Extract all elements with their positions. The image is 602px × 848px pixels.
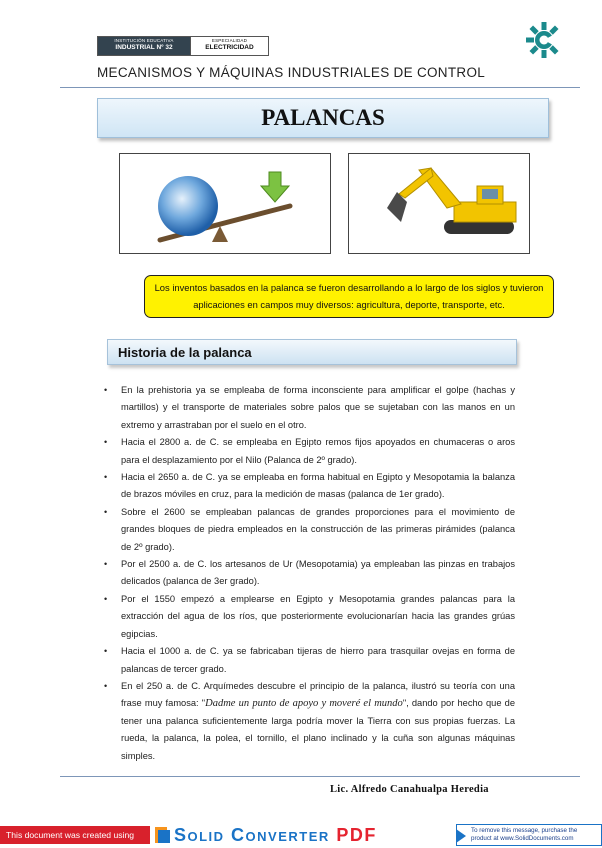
- bullet: •: [104, 506, 108, 517]
- header-divider: [60, 87, 580, 88]
- specialty-box: [190, 37, 268, 55]
- list-item: [101, 504, 515, 556]
- purchase-line-1: To remove this message, purchase the: [471, 827, 578, 834]
- bullet: •: [104, 437, 108, 448]
- converter-logo-icon: [153, 826, 171, 844]
- excavator-image: [348, 153, 530, 254]
- list-item-text: ", dando por hecho que de tener una palanca suficientemente larga podría mover la Tierra con sus propias fuerzas. La rueda, la palanca, la polea, el tornillo, el plano inclinado y la cuña son algunas máquinas simples.: [121, 698, 515, 761]
- bullet: •: [104, 593, 108, 604]
- bullet: •: [104, 559, 108, 570]
- institution-name: INDUSTRIAL Nº 32: [115, 44, 173, 51]
- section-header: [107, 339, 517, 365]
- bullet: •: [104, 385, 108, 395]
- list-item-text: Hacia el 2800 a. de C. se empleaba en Egipto remos fijos apoyados en chumaceras o aros para el desplazamiento por el Nilo (Palanca de 2º grado).: [121, 437, 515, 465]
- title-box: [97, 98, 549, 138]
- list-item: [101, 469, 515, 504]
- specialty-name: ELECTRICIDAD: [205, 44, 254, 51]
- list-item: [101, 643, 515, 678]
- converter-brand: [174, 825, 377, 846]
- section-title: Historia de la palanca: [118, 345, 252, 360]
- purchase-link[interactable]: [456, 824, 602, 846]
- brand-pdf: PDF: [336, 825, 377, 845]
- institution-label: INSTITUCIÓN EDUCATIVA: [114, 38, 174, 43]
- list-item-text: Hacia el 2650 a. de C. ya se empleaba en forma habitual en Egipto y Mesopotamia la balanza de brazos móviles en cruz, para la medición de masas (palanca de 1er grado).: [121, 472, 515, 500]
- institution-box: [98, 37, 190, 55]
- author-name: Lic. Alfredo Canahualpa Heredia: [330, 784, 489, 795]
- intro-callout: Los inventos basados en la palanca se fueron desarrollando a lo largo de los siglos y tuvieron aplicaciones en campos muy diversos: agricultura, deporte, transporte, etc.: [144, 275, 554, 318]
- list-item: [101, 678, 515, 765]
- brand-name: Solid Converter: [174, 825, 330, 845]
- list-item-text: Por el 1550 empezó a emplearse en Egipto y Mesopotamia grandes palancas para la extracción del agua de los ríos, que posteriormente evolucionarían hacia las grandes grúas egipcias.: [121, 593, 515, 639]
- created-using-label: This document was created using: [0, 826, 150, 844]
- list-item: [101, 591, 515, 643]
- list-item: [101, 434, 515, 469]
- list-item-text: Hacia el 1000 a. de C. ya se fabricaban tijeras de hierro para trasquilar ovejas en forma de palancas de tercer grado.: [121, 646, 515, 674]
- list-item: [101, 382, 515, 434]
- purchase-line-2: product at www.SolidDocuments.com: [471, 835, 574, 842]
- bullet: •: [104, 472, 108, 483]
- footer-divider: [60, 776, 580, 777]
- page-title: PALANCAS: [261, 105, 385, 130]
- bullet: •: [104, 646, 108, 657]
- list-item-text: En el 250 a. de C. Arquímedes descubre el principio de la palanca, ilustró su teoría con una frase muy famosa: ": [121, 680, 515, 709]
- list-item-text: Por el 2500 a. de C. los artesanos de Ur (Mesopotamia) ya empleaban las pinzas en trabajos delicados (palanca de 3er grado).: [121, 559, 515, 587]
- history-list: [101, 382, 515, 765]
- converter-banner: [0, 820, 602, 848]
- course-title: MECANISMOS Y MÁQUINAS INDUSTRIALES DE CONTROL: [97, 65, 486, 80]
- specialty-label: ESPECIALIDAD: [211, 38, 248, 43]
- archimedes-quote: Dadme un punto de apoyo y moveré el mundo: [205, 698, 403, 710]
- lever-ball-image: [119, 153, 331, 254]
- gear-logo-icon: [524, 20, 564, 60]
- list-item-text: Sobre el 2600 se empleaban palancas de grandes proporciones para el movimiento de grandes bloques de piedra empleados en la construcción de las primeras pirámides (palanca de 2º grado).: [121, 506, 515, 552]
- down-arrow-icon: [261, 172, 289, 202]
- list-item: [101, 556, 515, 591]
- bullet: •: [104, 680, 108, 691]
- list-item-text: En la prehistoria ya se empleaba de forma inconsciente para amplificar el golpe (hachas y martillos) y el transporte de materiales sobre palos que se sujetaban con las manos en un extremo y arrastraban por el suelo en el otro.: [121, 385, 515, 430]
- institution-badge: [97, 36, 269, 56]
